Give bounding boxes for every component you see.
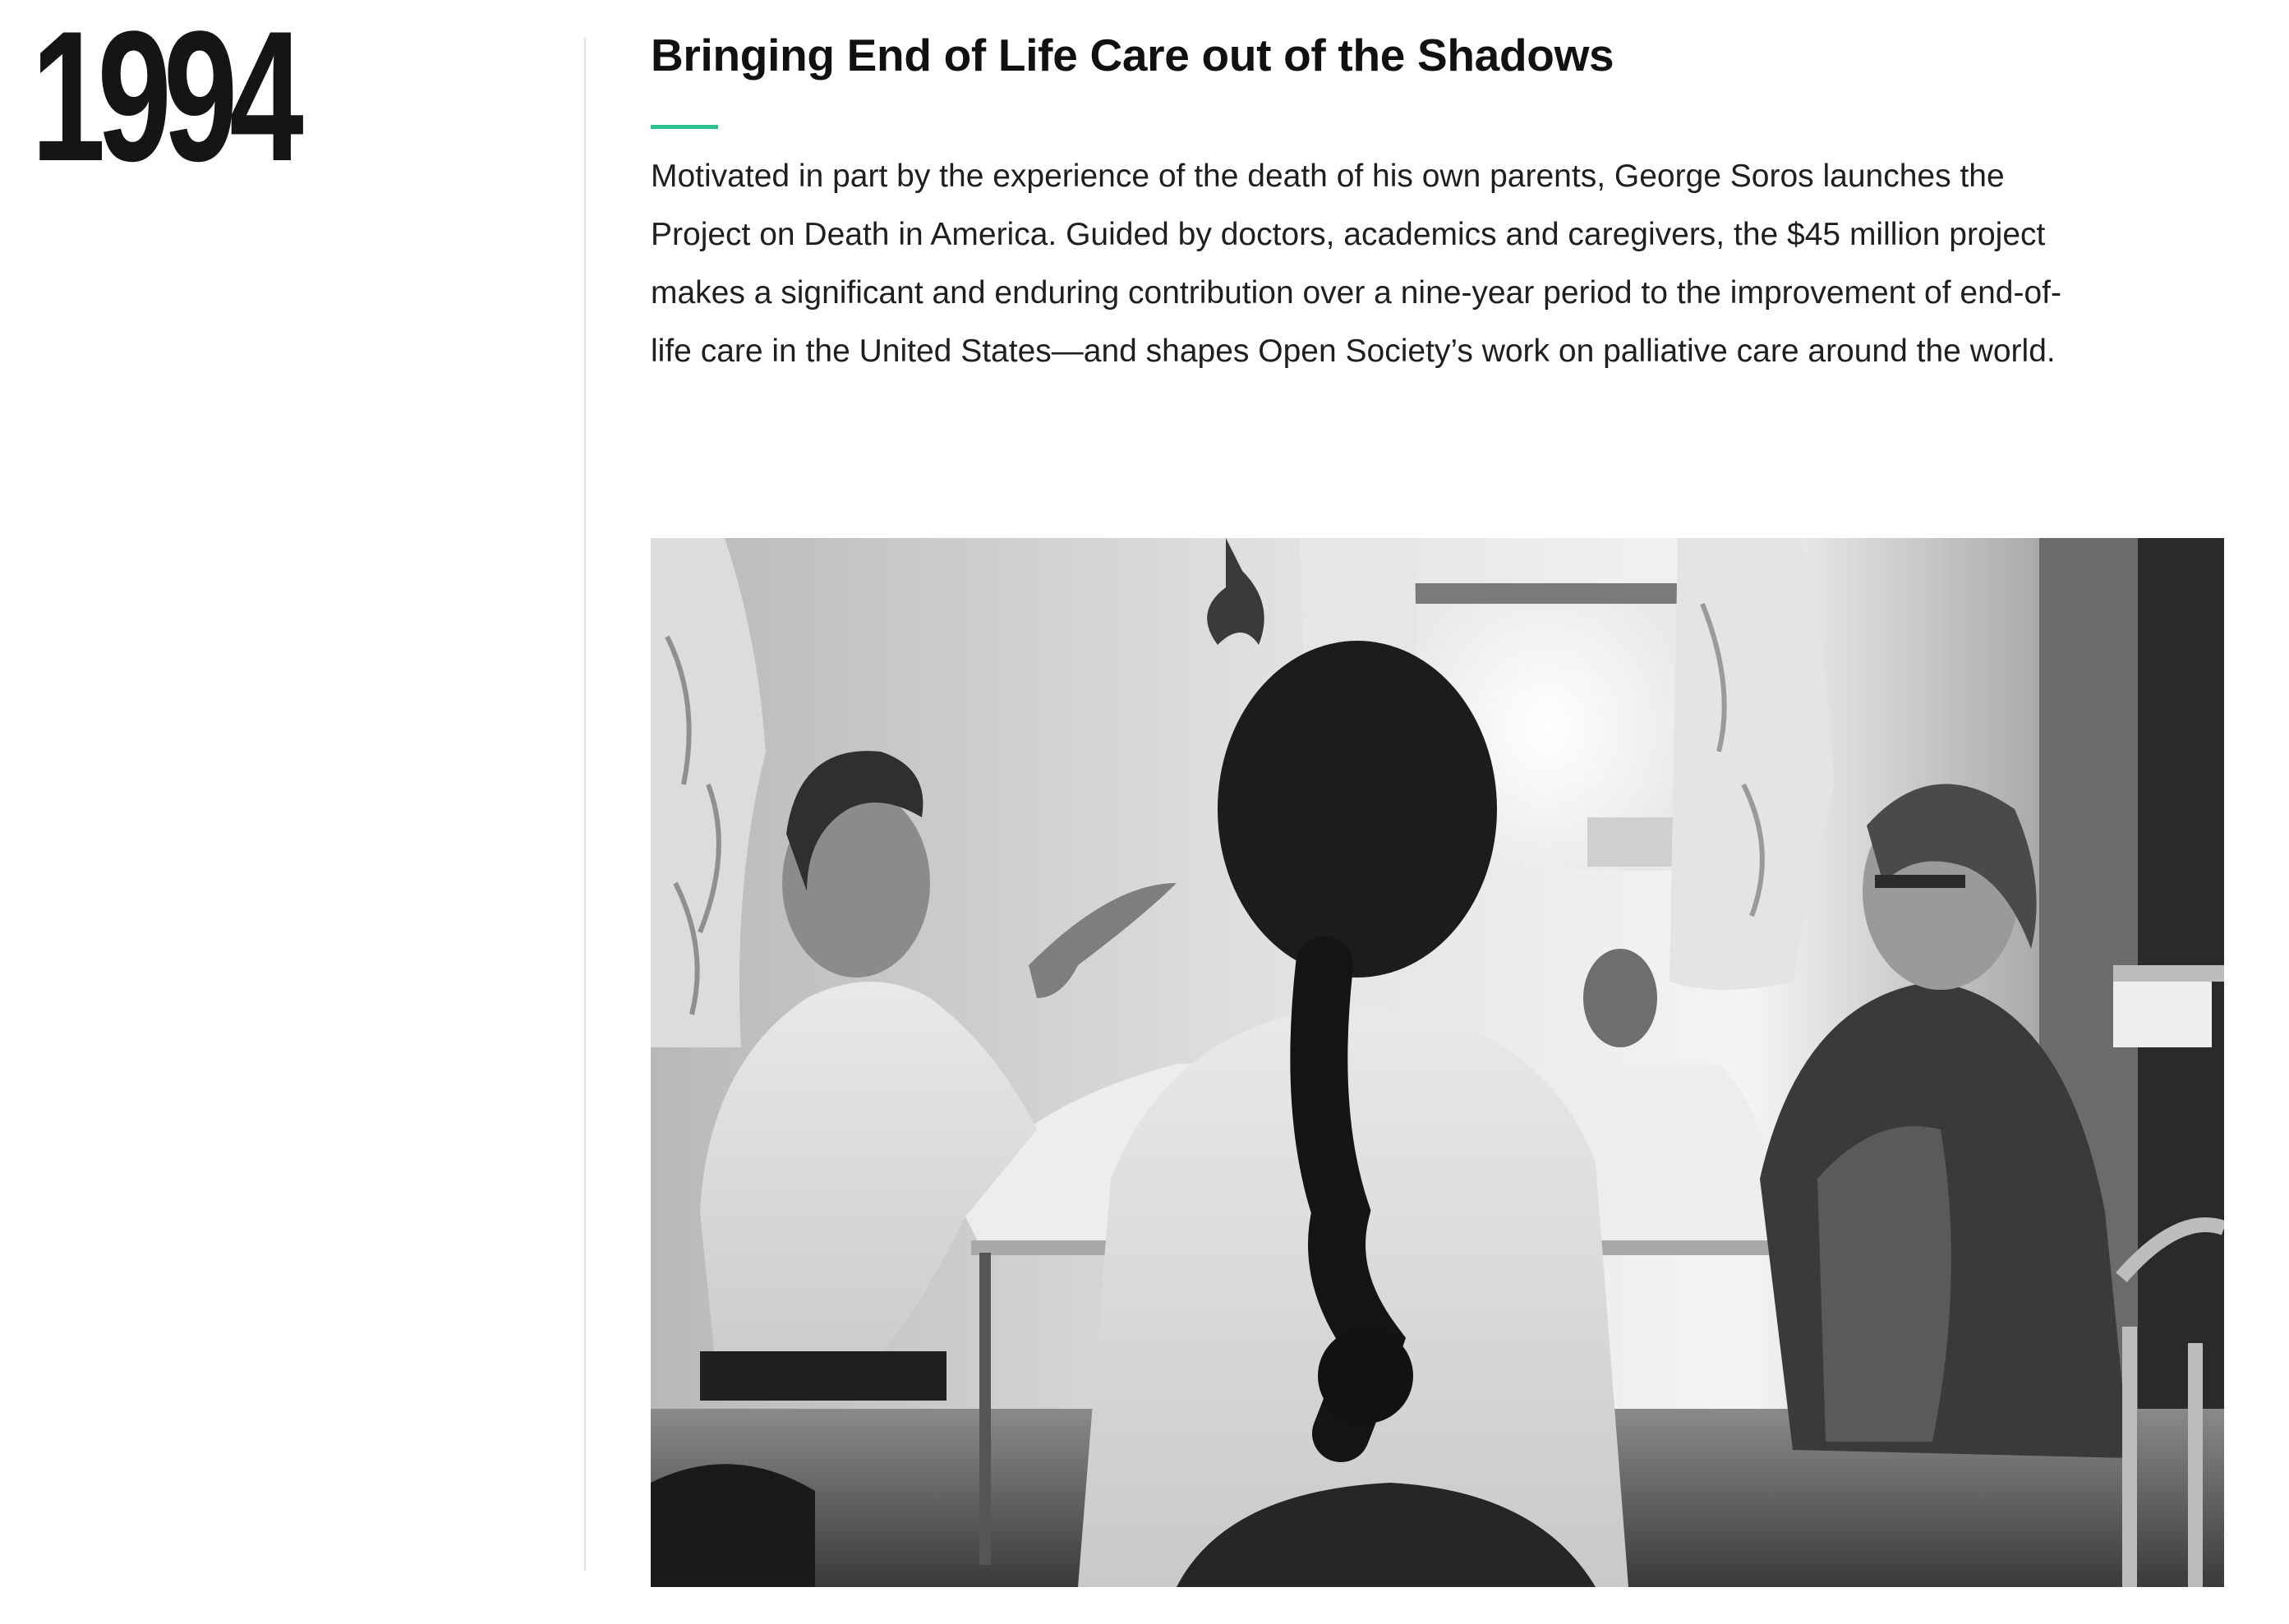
entry-photo xyxy=(651,538,2224,1587)
year-heading: 1994 xyxy=(31,0,296,200)
accent-rule xyxy=(651,125,718,129)
entry-description: Motivated in part by the experience of the death of his own parents, George Soros launches the Project on Death in America. Guided by doctors, academics and caregivers, the $45 million project makes a significant and enduring contribution over a nine-year period to the improvement of end-of-life care in the United States—and shapes Open Society’s work on palliative care around the world. xyxy=(651,159,2061,369)
entry-title: Bringing End of Life Care out of the Shadows xyxy=(651,30,1614,81)
timeline-divider xyxy=(584,38,586,1571)
timeline-entry xyxy=(651,28,2228,380)
photo-illustration xyxy=(651,538,2224,1587)
